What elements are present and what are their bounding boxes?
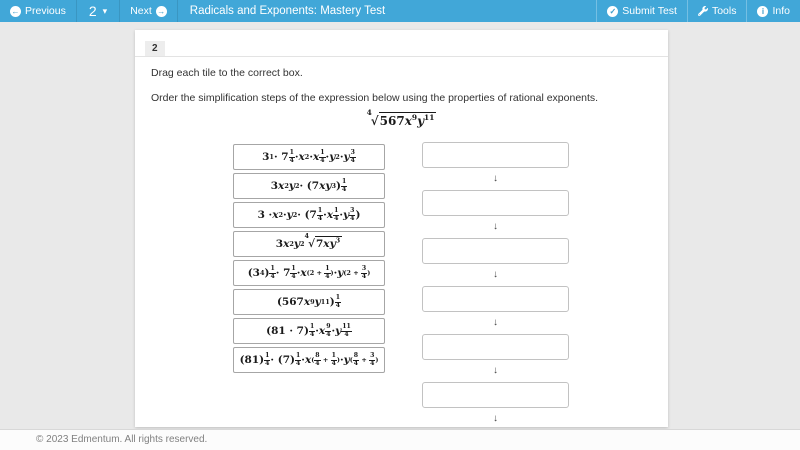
tools-button[interactable]	[687, 0, 747, 22]
nav-right-group	[596, 0, 800, 22]
answer-box-5[interactable]	[422, 334, 569, 360]
answer-box-1[interactable]	[422, 142, 569, 168]
question-header	[135, 30, 668, 57]
expression: $^4√567x^9y^{11}$	[366, 108, 435, 128]
info-circle-icon: i	[757, 6, 768, 17]
prompt-text: Order the simplification steps of the expression below using the properties of rational exponents.	[151, 92, 599, 104]
footer	[0, 429, 800, 450]
tile-3[interactable]: 3 · x 2 · y 2 · (7 $\frac{1}{4}$ · x $\frac{1}{4}$ · y $\frac{3}{4}$ )	[233, 202, 385, 228]
chevron-down-icon: ▾	[102, 5, 108, 16]
tile-8[interactable]: (81) $\frac{1}{4}$ · (7) $\frac{1}{4}$ · x ( $\frac{8}{4}$ + $\frac{1}{4}$ ) · y ( $\frac{8}{4}$ + $\frac{3}{4}$ )	[233, 347, 385, 373]
check-circle-icon: ✓	[607, 6, 618, 17]
question-panel	[135, 30, 668, 427]
down-arrow-icon: ↓	[493, 173, 498, 184]
info-label: Info	[772, 5, 790, 17]
submit-test-label: Submit Test	[622, 5, 677, 17]
tile-4[interactable]: 3 x 2 y 2 $^4√7xy^3$	[233, 231, 385, 257]
tools-label: Tools	[711, 5, 737, 17]
tile-2[interactable]: 3 x 2 y 2 · (7 x y 3 ) $\frac{1}{4}$	[233, 173, 385, 199]
down-arrow-icon: ↓	[493, 221, 498, 232]
previous-label: Previous	[25, 5, 66, 17]
tile-1[interactable]: 3 1 · 7 $\frac{1}{4}$ · x 2 · x $\frac{1}{4}$ · y 2 · y $\frac{3}{4}$	[233, 144, 385, 170]
nav-left-group	[0, 0, 385, 22]
down-arrow-icon: ↓	[493, 269, 498, 280]
instruction-text: Drag each tile to the correct box.	[151, 67, 303, 79]
tile-6[interactable]: (567 x 9 y 11 ) $\frac{1}{4}$	[233, 289, 385, 315]
tiles-column	[233, 144, 385, 376]
info-button[interactable]	[746, 0, 800, 22]
wrench-icon	[698, 6, 708, 16]
copyright-text: © 2023 Edmentum. All rights reserved.	[36, 434, 208, 445]
arrow-left-circle-icon: ←	[11, 6, 20, 16]
answer-box-2[interactable]	[422, 190, 569, 216]
top-navigation-bar	[0, 0, 800, 22]
arrow-right-circle-icon: →	[157, 6, 166, 16]
test-title: Radicals and Exponents: Mastery Test	[189, 5, 386, 17]
question-number-tab: 2	[145, 41, 165, 56]
tile-7[interactable]: (81 · 7) $\frac{1}{4}$ · x $\frac{9}{4}$ · y $\frac{11}{4}$	[233, 318, 385, 344]
question-number-dropdown[interactable]	[77, 0, 120, 22]
tile-5[interactable]: (3 4 ) $\frac{1}{4}$ · 7 $\frac{1}{4}$ · x (2 + $\frac{1}{4}$ ) · y (2 + $\frac{3}{4}$ )	[233, 260, 385, 286]
answer-box-3[interactable]	[422, 238, 569, 264]
submit-test-button[interactable]	[596, 0, 687, 22]
down-arrow-icon: ↓	[493, 413, 498, 424]
next-button[interactable]	[120, 0, 178, 22]
previous-button[interactable]	[0, 0, 77, 22]
down-arrow-icon: ↓	[493, 317, 498, 328]
answer-column	[422, 142, 569, 430]
question-number: 2	[88, 3, 97, 19]
answer-box-6[interactable]	[422, 382, 569, 408]
down-arrow-icon: ↓	[493, 365, 498, 376]
next-label: Next	[130, 5, 152, 17]
answer-box-4[interactable]	[422, 286, 569, 312]
